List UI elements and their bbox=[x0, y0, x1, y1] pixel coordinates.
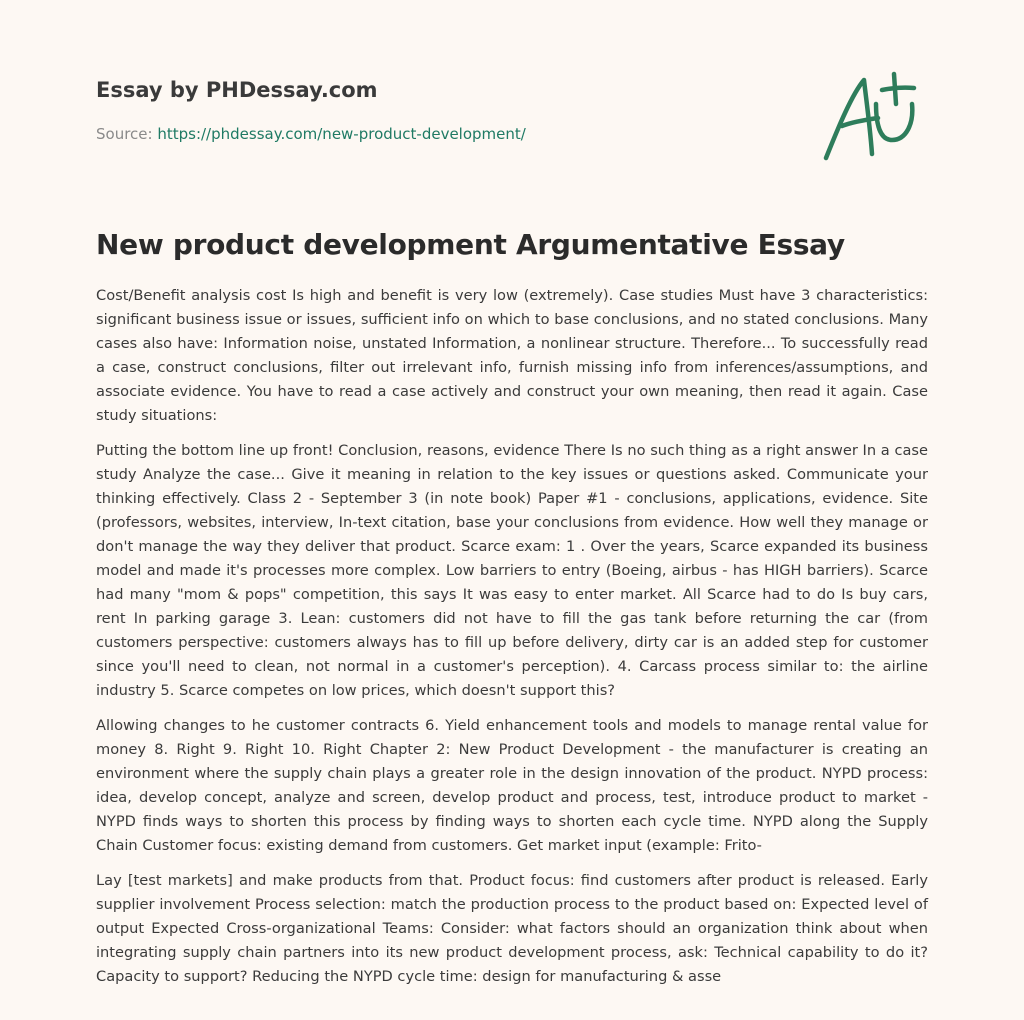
essay-paragraph: Putting the bottom line up front! Conclusion, reasons, evidence There Is no such thing as a right answer In a case study Analyze the case... Give it meaning in relation to the key issues or questions asked. Communicate your thinking effectively. Class 2 - September 3 (in note book) Paper #1 - conclusions, applications, evidence. Site (professors, websites, interview, In-text citation, base your conclusions from evidence. How well they manage or don't manage the way they deliver that product. Scarce exam: 1 . Over the years, Scarce expanded its business model and made it's processes more complex. Low barriers to entry (Boeing, airbus - has HIGH barriers). Scarce had many "mom & pops" competition, this says It was easy to enter market. All Scarce had to do Is buy cars, rent In parking garage 3. Lean: customers did not have to fill the gas tank before returning the car (from customers perspective: customers always has to fill up before delivery, dirty car is an added step for customer since you'll need to clean, not normal in a customer's perception). 4. Carcass process similar to: the airline industry 5. Scarce competes on low prices, which doesn't support this? bbox=[96, 442, 928, 699]
source-link[interactable]: https://phdessay.com/new-product-development/ bbox=[157, 125, 526, 143]
essay-paragraph: Lay [test markets] and make products from that. Product focus: find customers after product is released. Early supplier involvement Process selection: match the production process to the product based on: Expected level of output Expected Cross-organizational Teams: Consider: what factors should an organization think about when integrating supply chain partners into its new product development process, ask: Technical capability to do it? Capacity to support? Reducing the NYPD cycle time: design for manufacturing & asse bbox=[96, 872, 928, 985]
source-line bbox=[96, 124, 526, 144]
a-plus-logo-icon bbox=[820, 68, 930, 164]
source-label: Source: bbox=[96, 125, 158, 143]
essay-paragraph: Cost/Benefit analysis cost Is high and benefit is very low (extremely). Case studies Must have 3 characteristics: significant business issue or issues, sufficient info on which to base conclusions, and no stated conclusions. Many cases also have: Information noise, unstated Information, a nonlinear structure. Therefore... To successfully read a case, construct conclusions, filter out irrelevant info, furnish missing info from inferences/assumptions, and associate evidence. You have to read a case actively and construct your own meaning, then read it again. Case study situations: bbox=[96, 287, 928, 424]
site-brand: Essay by PHDessay.com bbox=[96, 78, 378, 102]
essay-body bbox=[96, 284, 928, 1000]
essay-title: New product development Argumentative Essay bbox=[96, 228, 845, 261]
essay-paragraph: Allowing changes to he customer contracts 6. Yield enhancement tools and models to manage rental value for money 8. Right 9. Right 10. Right Chapter 2: New Product Development - the manufacturer is creating an environment where the supply chain plays a greater role in the design innovation of the product. NYPD process: idea, develop concept, analyze and screen, develop product and process, test, introduce product to market - NYPD finds ways to shorten this process by finding ways to shorten each cycle time. NYPD along the Supply Chain Customer focus: existing demand from customers. Get market input (example: Frito- bbox=[96, 717, 928, 854]
